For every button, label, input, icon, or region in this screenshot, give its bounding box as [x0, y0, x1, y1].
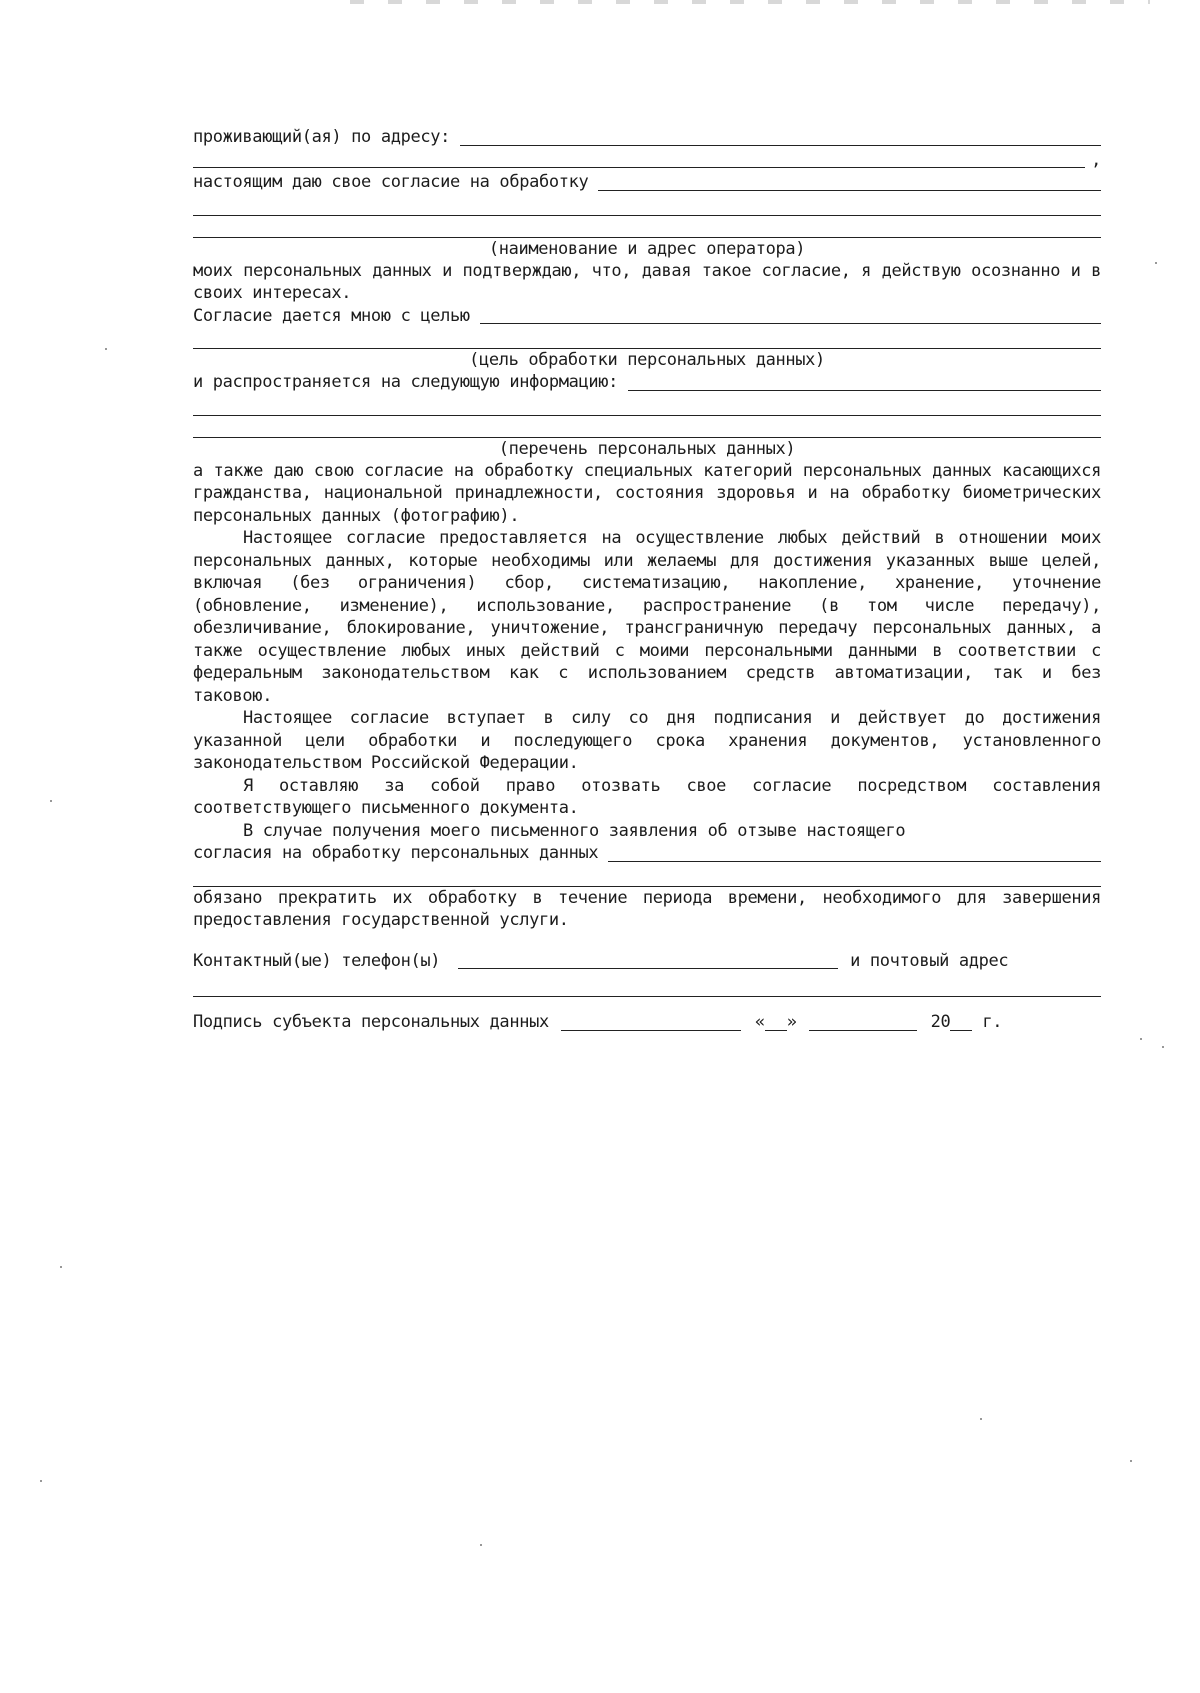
- scan-speck: [1140, 1038, 1142, 1040]
- scan-speck: [480, 1544, 482, 1546]
- date-close-quote: »: [786, 1012, 797, 1032]
- info-field-2[interactable]: [193, 394, 1101, 416]
- actions-paragraph: Настоящее согласие предоставляется на осуществление любых действий в отношении моих персональных данных, которые необходимы или желаемы для достижения указанных выше целей, включая (без ограничения) сбор, систематизацию, накопление, хранение, уточнение (обновление, изменение), использование, распространение (в том числе передачу), обезличивание, блокирование, уничтожение, трансграничную передачу персональных данных, а также осуществление любых иных действий с моими персональными данными в соответствии с федеральным законодательством как с использованием средств автоматизации, так и без таковою.: [193, 528, 1101, 706]
- contacts-row: [193, 950, 1101, 973]
- revoke-consent-label: согласия на обработку персональных данных: [193, 843, 599, 863]
- info-field-1[interactable]: [628, 375, 1101, 391]
- consent-label: настоящим даю свое согласие на обработку: [193, 172, 589, 192]
- postal-address-field[interactable]: [193, 972, 1101, 997]
- scan-speck: [1130, 1460, 1132, 1462]
- signature-field[interactable]: [561, 1015, 741, 1031]
- special-categories-paragraph: а также даю свою согласие на обработку специальных категорий персональных данных касающихся гражданства, национальной принадлежности, состояния здоровья и на обработку биометрических персональных данных (фотографию).: [193, 460, 1101, 526]
- date-day-field[interactable]: [765, 1015, 787, 1031]
- revoke-operator-field-2[interactable]: [193, 865, 1101, 887]
- stop-processing-paragraph: обязано прекратить их обработку в течение периода времени, необходимого для завершения предоставления государственной услуги.: [193, 887, 1101, 930]
- scan-speck: [1155, 262, 1157, 264]
- revoke-operator-field-1[interactable]: [608, 846, 1101, 862]
- info-row: [193, 371, 1101, 394]
- date-open-quote: «: [754, 1012, 765, 1032]
- scan-artifact-top: [350, 0, 1150, 4]
- purpose-caption: (цель обработки персональных данных): [469, 350, 825, 370]
- scan-speck: [1162, 1046, 1164, 1048]
- operator-field-3[interactable]: [193, 216, 1101, 238]
- info-field-3[interactable]: [193, 416, 1101, 438]
- purpose-label: Согласие дается мною с целью: [193, 305, 470, 326]
- operator-field-2[interactable]: [193, 194, 1101, 216]
- purpose-row: [193, 305, 1101, 328]
- address-row-2: [193, 149, 1101, 172]
- address-label: проживающий(ая) по адресу:: [193, 127, 451, 147]
- year-prefix: 20: [930, 1012, 951, 1032]
- signature-label: Подпись субъекта персональных данных: [193, 1012, 549, 1032]
- revoke-case-line: В случае получения моего письменного заявления об отзыве настоящего: [243, 820, 906, 841]
- revoke-consent-row: [193, 842, 1101, 865]
- date-year-field[interactable]: [950, 1015, 972, 1031]
- data-caption: (перечень персональных данных): [498, 438, 796, 459]
- purpose-field-1[interactable]: [480, 308, 1101, 324]
- scan-speck: [60, 1266, 62, 1268]
- phone-label: Контактный(ые) телефон(ы): [193, 950, 441, 971]
- date-month-field[interactable]: [809, 1015, 917, 1031]
- info-label: и распространяется на следующую информацию:: [193, 372, 619, 392]
- consent-form: [193, 126, 1101, 1034]
- scan-speck: [980, 1418, 982, 1420]
- revoke-paragraph: Я оставляю за собой право отозвать свое согласие посредством составления соответствующего письменного документа.: [193, 775, 1101, 818]
- address-row: [193, 126, 1101, 149]
- signature-row: [193, 1011, 1101, 1034]
- operator-field-1[interactable]: [598, 175, 1101, 191]
- address-field-1[interactable]: [460, 130, 1101, 146]
- operator-caption: (наименование и адрес оператора): [488, 238, 806, 259]
- postal-label: и почтовый адрес: [850, 950, 1009, 971]
- address-comma: ,: [1091, 149, 1101, 170]
- scan-speck: [40, 1480, 42, 1482]
- scan-speck: [50, 800, 52, 802]
- scan-speck: [105, 348, 107, 350]
- phone-field[interactable]: [458, 953, 838, 969]
- purpose-field-2[interactable]: [193, 327, 1101, 349]
- consent-row: [193, 171, 1101, 194]
- confirm-paragraph: моих персональных данных и подтверждаю, что, давая такое согласие, я действую осознанно и в своих интересах.: [193, 260, 1101, 303]
- validity-paragraph: Настоящее согласие вступает в силу со дня подписания и действует до достижения указанной цели обработки и последующего срока хранения документов, установленного законодательством Российской Федерации.: [193, 708, 1101, 773]
- year-suffix: г.: [982, 1012, 1003, 1032]
- address-field-2[interactable]: [193, 152, 1085, 168]
